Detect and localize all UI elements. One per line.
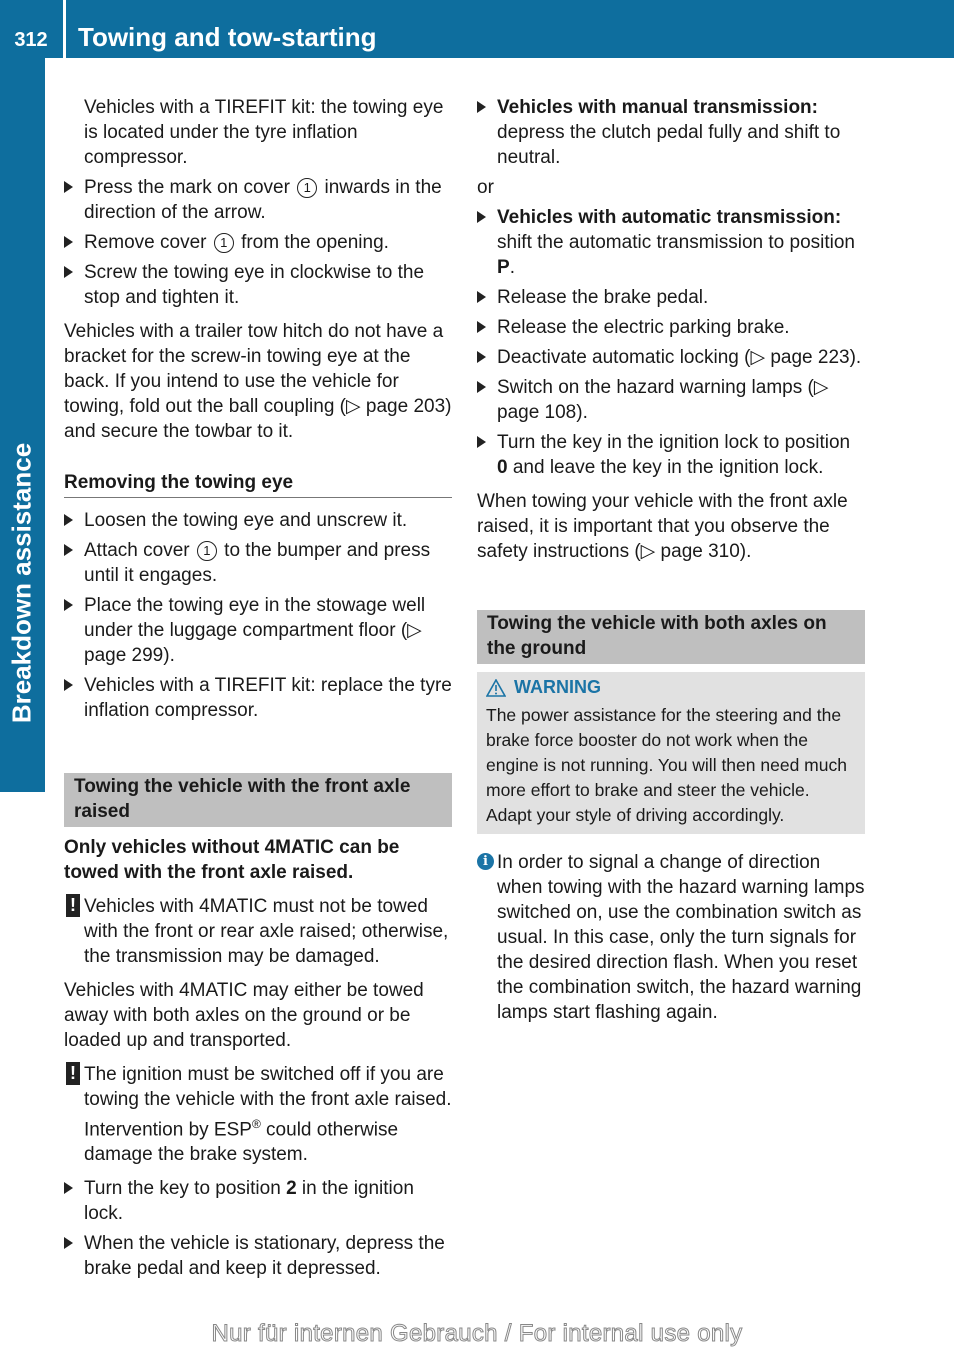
step-key-position-2: Turn the key to position 2 in the ignition lock. bbox=[64, 1176, 452, 1226]
removing-towing-eye-heading: Removing the towing eye bbox=[64, 470, 452, 498]
side-tab-label: Breakdown assistance bbox=[6, 442, 37, 724]
step-manual-transmission: Vehicles with manual transmission: depress the clutch pedal fully and shift to neutral. bbox=[477, 95, 865, 170]
internal-use-watermark: Nur für internen Gebrauch / For internal use only bbox=[211, 1320, 743, 1347]
warning-header bbox=[486, 675, 856, 700]
note-4matic: ! Vehicles with 4MATIC must not be towed with the front or rear axle raised; otherwise, the transmission may be damaged. bbox=[64, 894, 452, 969]
step-arrow-icon bbox=[477, 351, 486, 363]
step-deactivate-locking: Deactivate automatic locking (▷ page 223). bbox=[477, 345, 865, 370]
info-icon: i bbox=[477, 853, 494, 870]
step-arrow-icon bbox=[477, 211, 486, 223]
note-ignition-esp: ! The ignition must be switched off if you are towing the vehicle with the front axle raised. Intervention by ESP® could otherwise damage the brake system. bbox=[64, 1062, 452, 1167]
right-column bbox=[477, 95, 865, 1025]
step-arrow-icon bbox=[64, 181, 73, 193]
step-press-mark: Press the mark on cover 1 inwards in the direction of the arrow. bbox=[64, 175, 452, 225]
page-header bbox=[0, 0, 954, 58]
page-number: 312 bbox=[14, 29, 48, 51]
callout-number-icon: 1 bbox=[197, 541, 217, 561]
tirefit-location-text: Vehicles with a TIREFIT kit: the towing eye is located under the tyre inflation compressor. bbox=[84, 97, 444, 168]
step-arrow-icon bbox=[64, 599, 73, 611]
step-arrow-icon bbox=[64, 1237, 73, 1249]
header-divider bbox=[63, 0, 66, 58]
step-arrow-icon bbox=[64, 236, 73, 248]
step-arrow-icon bbox=[477, 436, 486, 448]
step-arrow-icon bbox=[477, 321, 486, 333]
step-release-brake-pedal: Release the brake pedal. bbox=[477, 285, 865, 310]
left-column bbox=[64, 95, 452, 1286]
trailer-hitch-paragraph: Vehicles with a trailer tow hitch do not have a bracket for the screw-in towing eye at the back. If you intend to use the vehicle for towing, fold out the ball coupling (▷ page 203) and secure the towbar to it. bbox=[64, 321, 452, 442]
step-stow-eye: Place the towing eye in the stowage well under the luggage compartment floor (▷ page 299). bbox=[64, 593, 452, 668]
step-replace-compressor: Vehicles with a TIREFIT kit: replace the tyre inflation compressor. bbox=[64, 673, 452, 723]
step-arrow-icon bbox=[64, 679, 73, 691]
step-screw-eye: Screw the towing eye in clockwise to the stop and tighten it. bbox=[64, 260, 452, 310]
step-depress-brake: When the vehicle is stationary, depress the brake pedal and keep it depressed. bbox=[64, 1231, 452, 1281]
step-hazard-lamps: Switch on the hazard warning lamps (▷ page 108). bbox=[477, 375, 865, 425]
step-automatic-transmission: Vehicles with automatic transmission: shift the automatic transmission to position P. bbox=[477, 205, 865, 280]
both-axles-section-heading: Towing the vehicle with both axles on the ground bbox=[477, 610, 865, 664]
step-arrow-icon bbox=[477, 101, 486, 113]
exclamation-icon: ! bbox=[66, 1062, 80, 1085]
step-arrow-icon bbox=[64, 514, 73, 526]
step-arrow-icon bbox=[64, 266, 73, 278]
chapter-title: Towing and tow-starting bbox=[78, 22, 377, 52]
callout-number-icon: 1 bbox=[297, 178, 317, 198]
step-remove-cover: Remove cover 1 from the opening. bbox=[64, 230, 452, 255]
step-key-position-0: Turn the key in the ignition lock to position 0 and leave the key in the ignition lock. bbox=[477, 430, 865, 480]
front-axle-section-heading: Towing the vehicle with the front axle raised bbox=[64, 773, 452, 827]
step-arrow-icon bbox=[64, 1182, 73, 1194]
warning-triangle-icon bbox=[486, 679, 506, 697]
or-separator: or bbox=[477, 177, 494, 198]
exclamation-icon: ! bbox=[66, 894, 80, 917]
warning-text: The power assistance for the steering and the brake force booster do not work when the engine is not running. You will then need much more effort to brake and steer the vehicle. Adapt your style of driving accordingly. bbox=[486, 705, 847, 825]
warning-label: WARNING bbox=[514, 677, 601, 697]
step-arrow-icon bbox=[64, 544, 73, 556]
front-axle-safety-paragraph: When towing your vehicle with the front axle raised, it is important that you observe the safety instructions (▷ page 310). bbox=[477, 491, 848, 562]
warning-box bbox=[477, 672, 865, 834]
step-attach-cover: Attach cover 1 to the bumper and press until it engages. bbox=[64, 538, 452, 588]
4matic-towing-paragraph: Vehicles with 4MATIC may either be towed away with both axles on the ground or be loaded up and transported. bbox=[64, 980, 424, 1051]
step-arrow-icon bbox=[477, 291, 486, 303]
callout-number-icon: 1 bbox=[214, 233, 234, 253]
step-loosen-eye: Loosen the towing eye and unscrew it. bbox=[64, 508, 452, 533]
step-arrow-icon bbox=[477, 381, 486, 393]
only-without-4matic-text: Only vehicles without 4MATIC can be towed with the front axle raised. bbox=[64, 837, 400, 883]
step-release-parking-brake: Release the electric parking brake. bbox=[477, 315, 865, 340]
info-note: i In order to signal a change of direction when towing with the hazard warning lamps switched on, use the combination switch as usual. In this case, only the turn signals for the desired direction flash. When you reset the combination switch, the hazard warning lamps start flashing again. bbox=[477, 850, 865, 1025]
